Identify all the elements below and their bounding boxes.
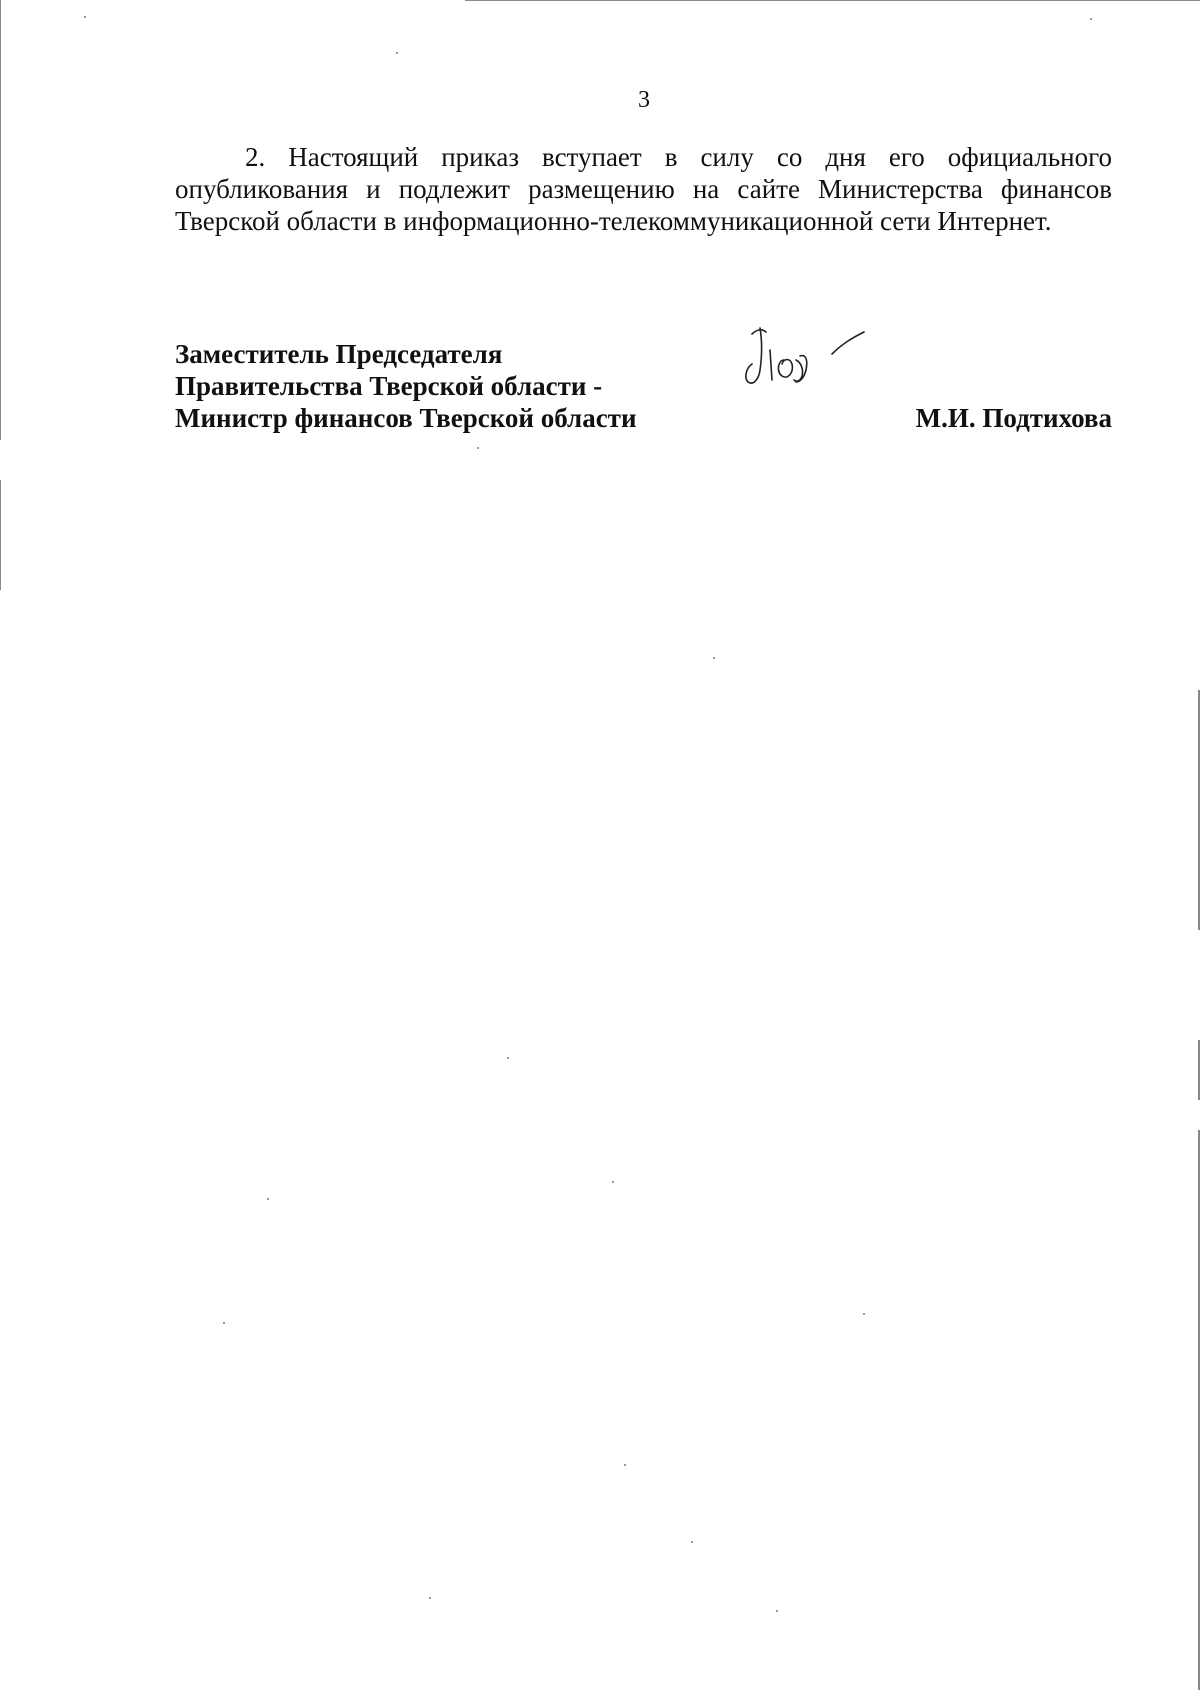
scan-speck [84,16,86,18]
scan-speck [396,52,398,54]
scan-speck [612,1181,614,1183]
scan-speck [1090,18,1092,20]
signer-position-line: Министр финансов Тверской области [175,403,637,433]
scan-speck [223,1322,225,1324]
scan-speck [863,1313,865,1315]
scan-edge-left [0,480,1,590]
scan-speck [624,1464,626,1466]
scan-speck [691,1541,693,1543]
page-number: 3 [638,87,650,113]
scan-speck [267,1198,269,1200]
signer-position-line: Правительства Тверской области - [175,371,603,401]
scan-speck [713,657,715,659]
scan-edge-left [0,0,1,440]
scan-speck [507,1057,509,1059]
handwritten-signature [740,320,880,400]
scan-edge-top [465,0,1200,1]
scan-speck [776,1610,778,1612]
scan-speck [429,1597,431,1599]
scan-speck [477,447,479,449]
signer-position-line: Заместитель Председателя [175,339,503,369]
signer-name: М.И. Подтихова [915,403,1112,433]
order-paragraph: 2. Настоящий приказ вступает в силу со дня его официального опубликования и подлежит размещению на сайте Министерства финансов Тверской области в информационно-телекоммуникационной сети Интернет. [175,142,1112,236]
signer-position [175,338,637,434]
